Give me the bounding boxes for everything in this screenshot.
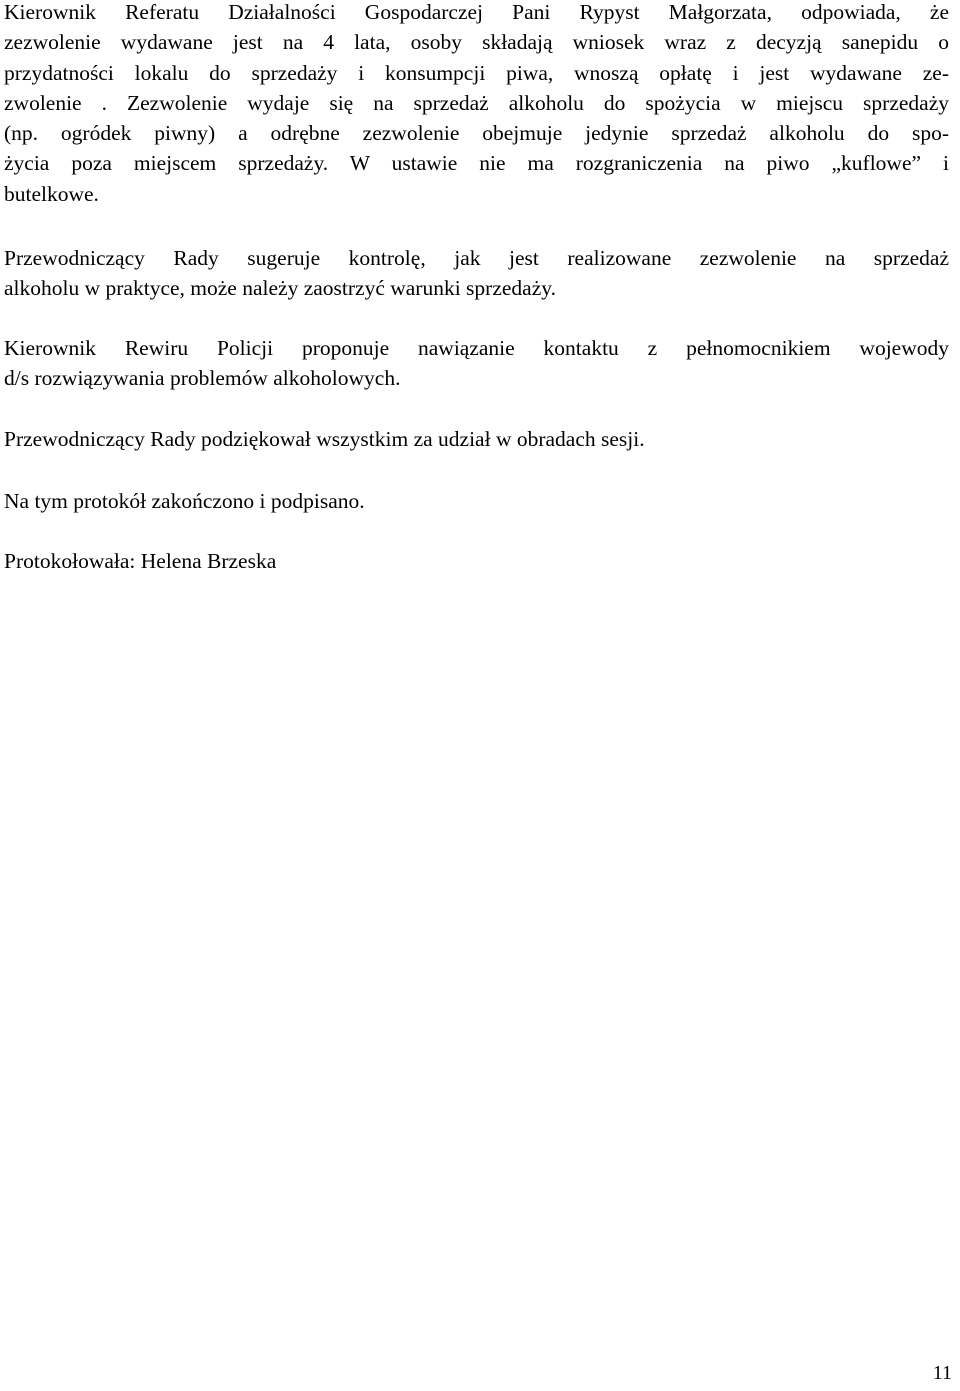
paragraph-text xyxy=(4,333,949,394)
paragraph-text xyxy=(4,243,949,304)
paragraph-text xyxy=(4,0,949,209)
page-number: 11 xyxy=(932,1362,952,1384)
paragraph-recorded-by xyxy=(4,546,949,576)
paragraph-chairman-suggestion xyxy=(4,243,949,304)
paragraph-text xyxy=(4,546,949,576)
text-line: życia poza miejscem sprzedaży. W ustawie nie ma rozgraniczenia na piwo „kuflowe” i xyxy=(4,151,949,176)
text-line: przydatności lokalu do sprzedaży i konsumpcji piwa, wnoszą opłatę i jest wydawane ze- xyxy=(4,60,949,85)
text-line: zwolenie . Zezwolenie wydaje się na sprzedaż alkoholu do spożycia w miejscu sprzedaży xyxy=(4,90,949,115)
paragraph-text xyxy=(4,486,949,516)
paragraph-text xyxy=(4,424,949,454)
text-line: Przewodniczący Rady podziękował wszystkim za udział w obradach sesji. xyxy=(4,427,645,451)
paragraph-chairman-thanks xyxy=(4,424,949,454)
text-line: Na tym protokół zakończono i podpisano. xyxy=(4,489,365,513)
paragraph-licensing-response xyxy=(4,0,949,209)
text-line: alkoholu w praktyce, może należy zaostrzyć warunki sprzedaży. xyxy=(4,276,556,301)
paragraph-police-proposal xyxy=(4,333,949,394)
text-line: zezwolenie wydawane jest na 4 lata, osoby składają wniosek wraz z decyzją sanepidu o xyxy=(4,30,949,55)
text-line: butelkowe. xyxy=(4,181,99,206)
text-line: Przewodniczący Rady sugeruje kontrolę, jak jest realizowane zezwolenie na sprzedaż xyxy=(4,246,949,270)
text-line: d/s rozwiązywania problemów alkoholowych. xyxy=(4,366,401,391)
text-line: Protokołowała: Helena Brzeska xyxy=(4,549,277,573)
text-line: (np. ogródek piwny) a odrębne zezwolenie obejmuje jedynie sprzedaż alkoholu do spo- xyxy=(4,121,949,146)
text-line: Kierownik Referatu Działalności Gospodarczej Pani Rypyst Małgorzata, odpowiada, że xyxy=(4,0,949,24)
text-line: Kierownik Rewiru Policji proponuje nawiązanie kontaktu z pełnomocnikiem wojewody xyxy=(4,336,949,360)
paragraph-protocol-closing xyxy=(4,486,949,516)
